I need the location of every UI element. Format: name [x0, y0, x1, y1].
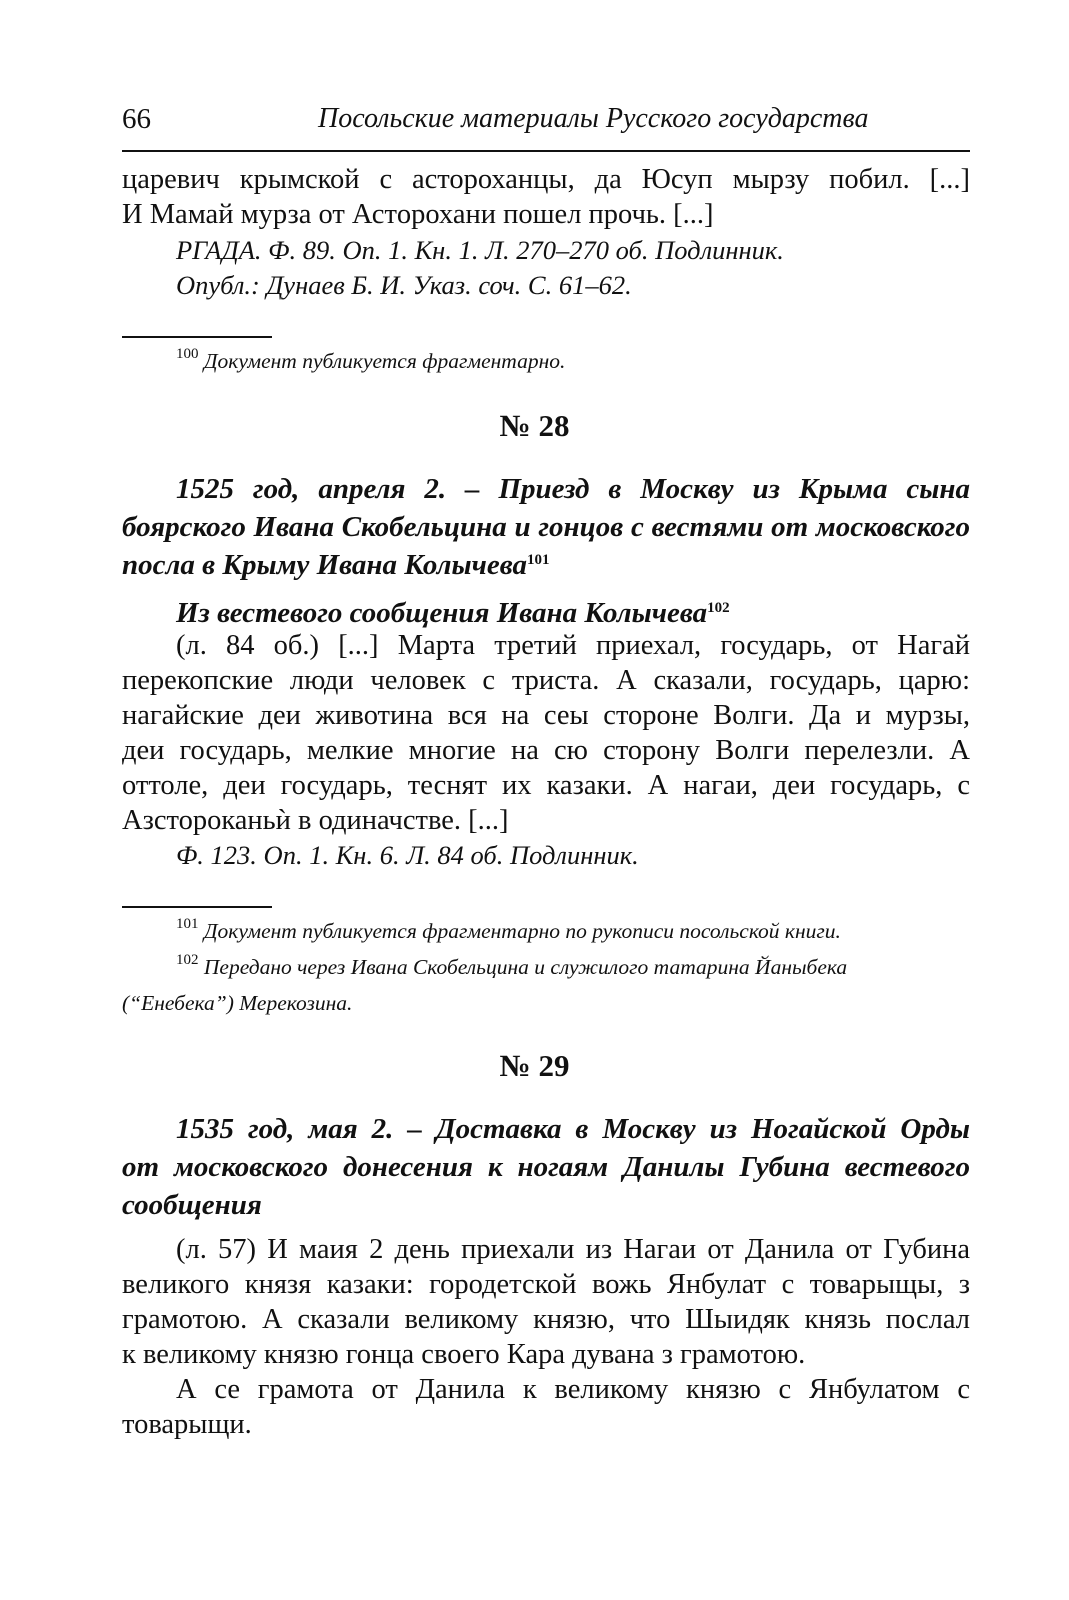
doc-29-body-line-1: (л. 57) И маия 2 день приехали из Нагаи от Данила от Губина [176, 1234, 970, 1265]
doc-28-body-line-2: перекопские люди человек с триста. А сказали, государь, царю: [122, 665, 970, 696]
footnote-text: Передано через Ивана Скобельцина и служилого татарина Йаныбека [203, 955, 848, 979]
footnote-rule [122, 336, 272, 338]
footnote-marker: 100 [176, 346, 199, 362]
doc-28-body-line-4: деи государь, мелкие многие на сю сторону Волги перелезли. А [122, 735, 970, 766]
doc-28-body-line-1: (л. 84 об.) [...] Марта третий приехал, государь, от Нагай [176, 630, 970, 661]
page-number: 66 [122, 103, 151, 135]
doc-28-title-line-1: 1525 год, апреля 2. – Приезд в Москву из Крыма сына [176, 473, 970, 505]
doc-28-number: № 28 [499, 408, 570, 443]
prev-publication-citation: Опубл.: Дунаев Б. И. Указ. соч. С. 61–62. [176, 270, 632, 300]
doc-29-para2-line-2: товарыщи. [122, 1409, 252, 1440]
footnote-101 [176, 916, 841, 946]
footnote-marker: 102 [176, 952, 199, 968]
running-title: Посольские материалы Русского государства [318, 103, 869, 134]
footnote-text: Документ публикуется фрагментарно. [203, 349, 566, 373]
page-header [122, 103, 970, 143]
doc-28-body-line-5: оттоле, деи государь, теснят их казаки. А нагаи, деи государь, с [122, 770, 970, 801]
doc-29-body-line-2: великого князя казаки: городетской вожь Янбулат с товарыщы, з [122, 1269, 970, 1300]
footnote-text: Документ публикуется фрагментарно по рукописи посольской книги. [203, 919, 841, 943]
doc-28-subtitle-text: Из вестевого сообщения Ивана Колычева [176, 597, 708, 629]
doc-28-title-line-2: боярского Ивана Скобельцина и гонцов с вестями от московского [122, 511, 970, 543]
footnote-rule-2 [122, 906, 272, 908]
header-rule [122, 150, 970, 152]
footnote-marker: 101 [176, 916, 199, 932]
doc-29-title-line-3: сообщения [122, 1189, 262, 1221]
footnote-100 [176, 346, 565, 376]
footnote-ref-101: 101 [526, 552, 550, 568]
footnote-ref-102: 102 [707, 600, 730, 616]
footnote-102 [176, 952, 847, 982]
doc-28-source-citation: Ф. 123. Оп. 1. Кн. 6. Л. 84 об. Подлинник. [176, 840, 639, 870]
doc-29-title-line-1: 1535 год, мая 2. – Доставка в Москву из Ногайской Орды [176, 1113, 970, 1145]
prev-source-citation: РГАДА. Ф. 89. Оп. 1. Кн. 1. Л. 270–270 об. Подлинник. [176, 235, 784, 265]
doc-28-subtitle [176, 594, 730, 632]
doc-29-body-line-3: грамотою. А сказали великому князю, что Шыидяк князь послал [122, 1304, 970, 1335]
doc-28-body-line-3: нагайские деи животина вся на сеы стороне Волги. Да и мурзы, [122, 700, 970, 731]
prev-text-line-2: И Мамай мурза от Астoрохани пошел прочь. [...] [122, 199, 714, 230]
doc-29-title-line-2: от московского донесения к ногаям Данилы Губина вестевого [122, 1151, 970, 1183]
doc-29-para2-line-1: А се грамота от Данила к великому князю с Янбулатом с [176, 1374, 970, 1405]
doc-29-number: № 29 [499, 1048, 570, 1083]
doc-28-body-line-6: Азстороканьѝ в одиначстве. [...] [122, 805, 509, 836]
footnote-102-continuation: (“Енебека”) Мерекозина. [122, 991, 353, 1015]
doc-28-title-text: посла в Крыму Ивана Колычева [122, 549, 527, 581]
doc-28-title-line-3 [122, 546, 549, 584]
prev-text-line-1: царевич крымской с астороханцы, да Юсуп мырзу побил. [...] [122, 164, 970, 195]
doc-29-body-line-4: к великому князю гонца своего Кара дувана з грамотою. [122, 1339, 806, 1370]
